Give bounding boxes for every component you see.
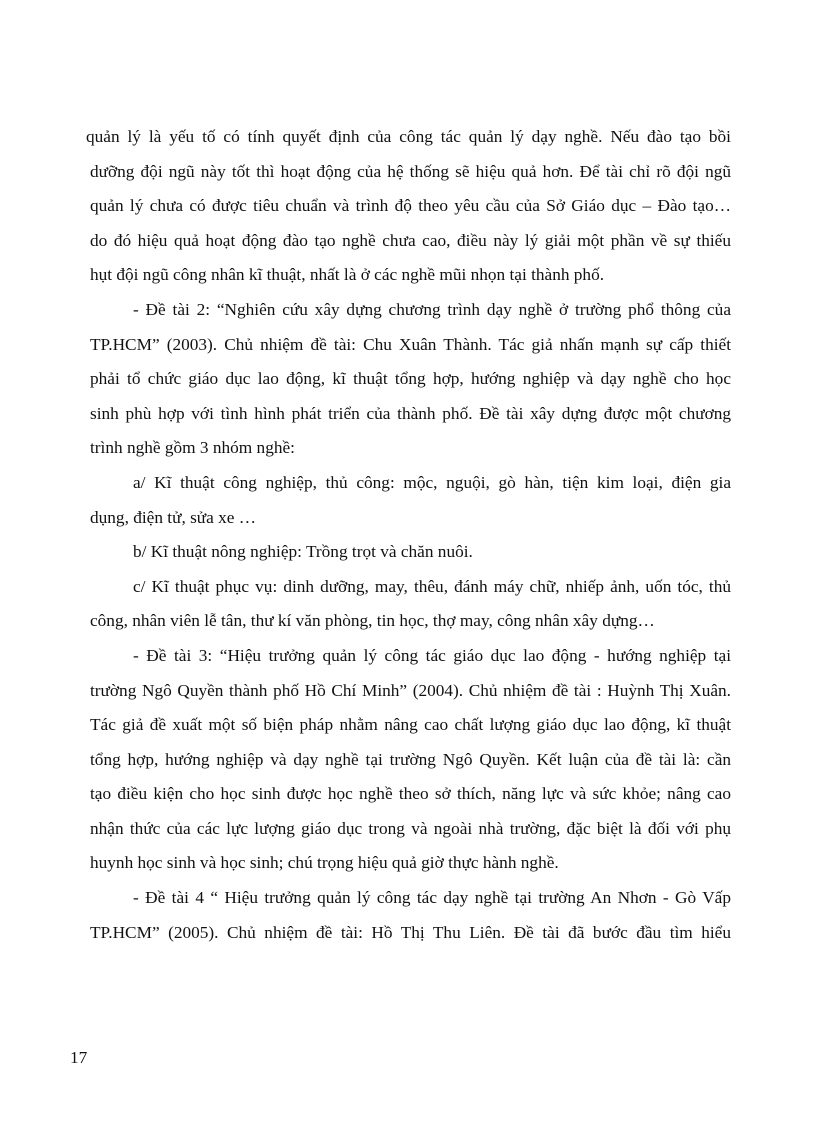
text-line: do đó hiệu quả hoạt động đào tạo nghề chưa cao, điều này lý giải một phần về sự thiếu (90, 230, 731, 250)
text-line: - Đề tài 2: “Nghiên cứu xây dựng chương trình dạy nghề ở trường phổ thông của (133, 299, 731, 319)
text-line: TP.HCM” (2005). Chủ nhiệm đề tài: Hồ Thị Thu Liên. Đề tài đã bước đầu tìm hiểu (90, 922, 731, 942)
text-line: trình nghề gồm 3 nhóm nghề: (90, 438, 295, 458)
text-line: a/ Kĩ thuật công nghiệp, thủ công: mộc, nguội, gò hàn, tiện kim loại, điện gia (133, 472, 731, 492)
text-line: sinh phù hợp với tình hình phát triển của thành phố. Đề tài xây dựng được một chương (90, 403, 731, 423)
text-line: Tác giả đề xuất một số biện pháp nhằm nâng cao chất lượng giáo dục lao động, kĩ thuật (90, 715, 731, 735)
text-line: c/ Kĩ thuật phục vụ: dinh dưỡng, may, thêu, đánh máy chữ, nhiếp ảnh, uốn tóc, thủ (133, 576, 731, 596)
text-line: hụt đội ngũ công nhân kĩ thuật, nhất là ở các nghề mũi nhọn tại thành phố. (90, 265, 605, 285)
text-line: quản lý chưa có được tiêu chuẩn và trình độ theo yêu cầu của Sở Giáo dục – Đào tạo… (90, 196, 731, 216)
text-line: - Đề tài 3: “Hiệu trưởng quản lý công tác giáo dục lao động - hướng nghiệp tại (133, 645, 731, 665)
text-line: tổng hợp, hướng nghiệp và dạy nghề tại trường Ngô Quyền. Kết luận của đề tài là: cần (90, 749, 731, 769)
text-line: huynh học sinh và học sinh; chú trọng hiệu quả giờ thực hành nghề. (90, 853, 559, 873)
page-number: 17 (70, 1048, 88, 1067)
text-line: công, nhân viên lễ tân, thư kí văn phòng, tin học, thợ may, công nhân xây dựng… (90, 611, 655, 631)
text-line: dưỡng đội ngũ này tốt thì hoạt động của hệ thống sẽ hiệu quả hơn. Để tài chỉ rõ đội ngũ (90, 161, 731, 181)
text-line: nhận thức của các lực lượng giáo dục trong và ngoài nhà trường, đặc biệt là đối với phụ (90, 818, 731, 838)
text-line: - Đề tài 4 “ Hiệu trưởng quản lý công tác dạy nghề tại trường An Nhơn - Gò Vấp (133, 888, 731, 908)
text-line: phải tổ chức giáo dục lao động, kĩ thuật tổng hợp, hướng nghiệp và dạy nghề cho học (90, 369, 731, 389)
text-line: b/ Kĩ thuật nông nghiệp: Trồng trọt và chăn nuôi. (133, 542, 473, 562)
text-line: dụng, điện tử, sửa xe … (90, 507, 257, 527)
text-line: TP.HCM” (2003). Chủ nhiệm đề tài: Chu Xuân Thành. Tác giả nhấn mạnh sự cấp thiết (90, 334, 731, 354)
body-text (86, 120, 731, 950)
text-line: tạo điều kiện cho học sinh được học nghề theo sở thích, năng lực và sức khỏe; nâng cao (90, 784, 731, 804)
text-line: quản lý là yếu tố có tính quyết định của công tác quản lý dạy nghề. Nếu đào tạo bồi (86, 127, 731, 146)
text-line: trường Ngô Quyền thành phố Hồ Chí Minh” (2004). Chủ nhiệm đề tài : Huỳnh Thị Xuân. (90, 680, 731, 700)
